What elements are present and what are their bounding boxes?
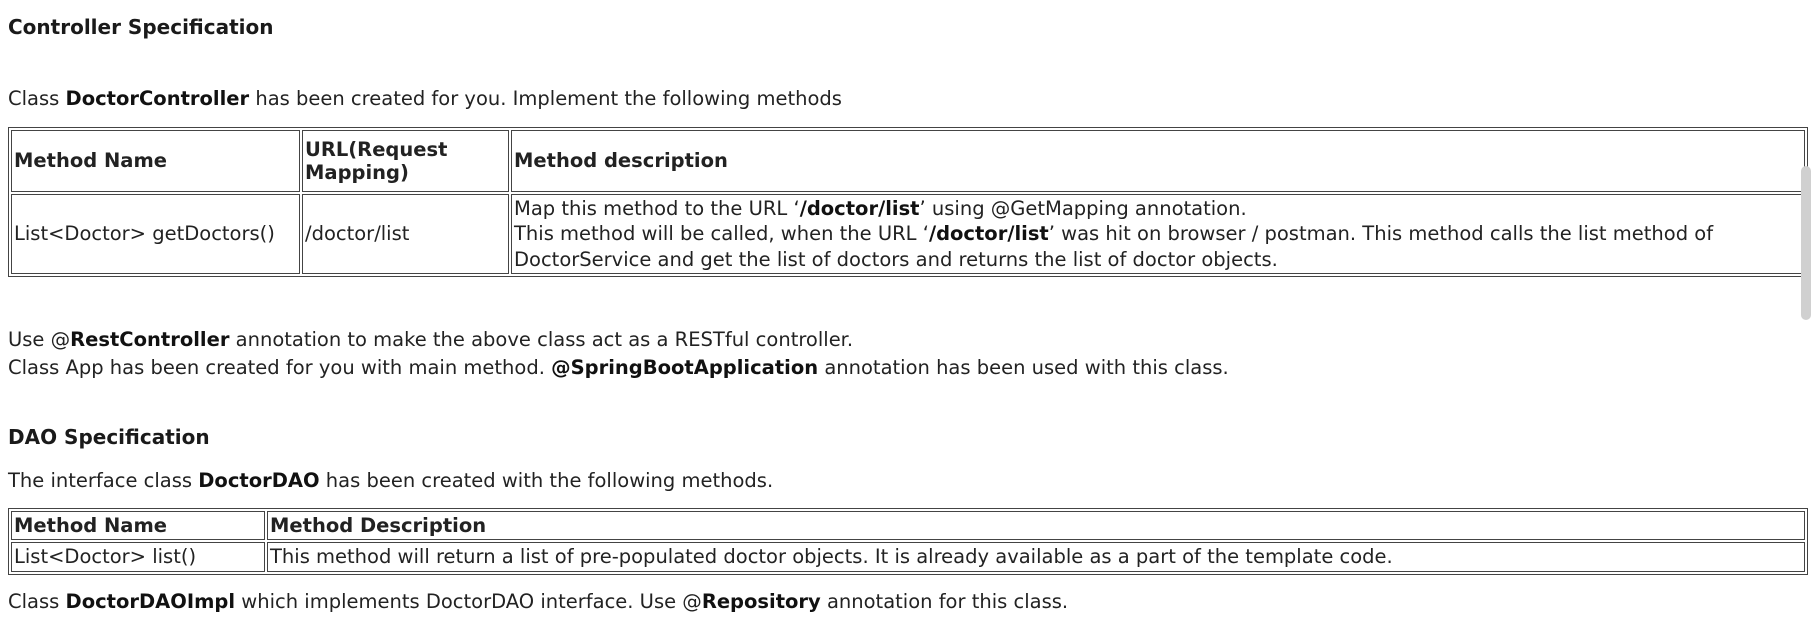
daoimpl-note: Class DoctorDAOImpl which implements DoctorDAO interface. Use @Repository annotation for this class. <box>8 590 1069 613</box>
header-method-description: Method description <box>511 130 1805 192</box>
cell-description <box>511 194 1805 274</box>
vertical-scrollbar[interactable] <box>1801 166 1811 320</box>
header-method-description: Method Description <box>267 511 1805 540</box>
table-row <box>11 194 1805 274</box>
dao-heading: DAO Specification <box>8 425 210 449</box>
cell-description: This method will return a list of pre-populated doctor objects. It is already available as a part of the template code. <box>267 542 1805 571</box>
table-header-row <box>11 511 1805 540</box>
controller-intro: Class DoctorController has been created for you. Implement the following methods <box>8 87 842 110</box>
cell-method: List<Doctor> getDoctors() <box>11 194 300 274</box>
controller-spec-table <box>8 127 1808 277</box>
header-url: URL(Request Mapping) <box>302 130 509 192</box>
header-method-name: Method Name <box>11 130 300 192</box>
desc-line-2: This method will be called, when the URL ‘/doctor/list’ was hit on browser / postman. This method calls the list method of DoctorService and get the list of doctors and returns the list of doctor objects. <box>514 222 1714 271</box>
desc-line-1: Map this method to the URL ‘/doctor/list’ using @GetMapping annotation. <box>514 197 1247 220</box>
header-method-name: Method Name <box>11 511 265 540</box>
table-header-row <box>11 130 1805 192</box>
table-row <box>11 542 1805 571</box>
cell-url: /doctor/list <box>302 194 509 274</box>
restcontroller-note: Use @RestController annotation to make the above class act as a RESTful controller. <box>8 328 854 351</box>
cell-method: List<Doctor> list() <box>11 542 265 571</box>
dao-intro: The interface class DoctorDAO has been created with the following methods. <box>8 469 774 492</box>
controller-heading: Controller Specification <box>8 15 274 39</box>
springboot-note: Class App has been created for you with main method. @SpringBootApplication annotation has been used with this class. <box>8 356 1229 379</box>
dao-spec-table <box>8 508 1808 575</box>
